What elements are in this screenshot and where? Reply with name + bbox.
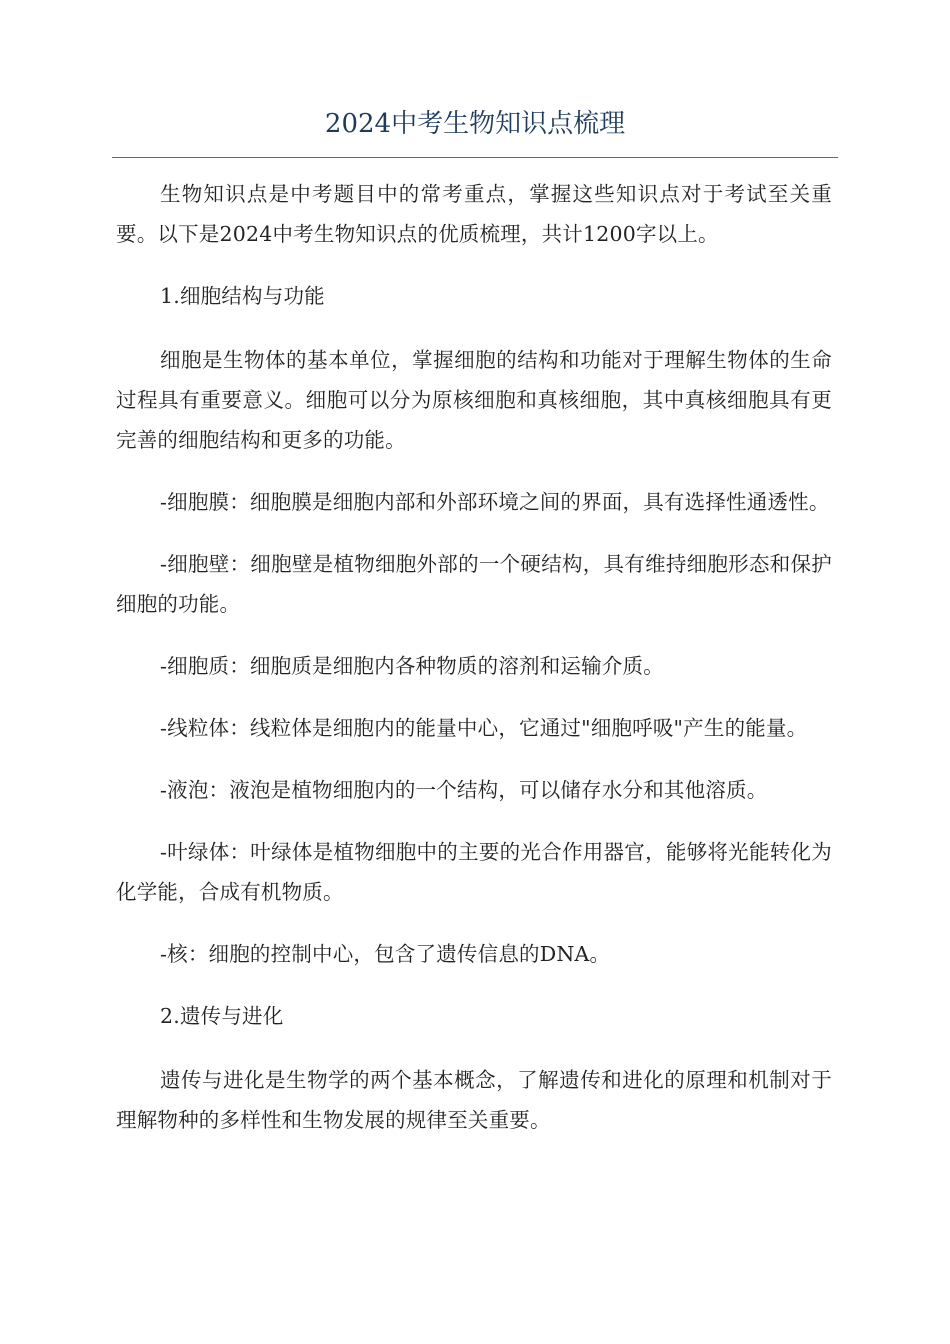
list-item-mitochondria: -线粒体：线粒体是细胞内的能量中心，它通过"细胞呼吸"产生的能量。 xyxy=(160,716,808,740)
section-heading-heredity-evolution: 2.遗传与进化 xyxy=(160,1004,284,1028)
title-divider xyxy=(112,157,838,158)
list-item-cell-membrane: -细胞膜：细胞膜是细胞内部和外部环境之间的界面，具有选择性通透性。 xyxy=(160,490,830,514)
list-item-vacuole: -液泡：液泡是植物细胞内的一个结构，可以储存水分和其他溶质。 xyxy=(160,778,768,802)
section-heading-cell-structure: 1.细胞结构与功能 xyxy=(160,284,325,308)
list-item-nucleus: -核：细胞的控制中心，包含了遗传信息的DNA。 xyxy=(160,942,611,966)
list-item-cell-wall: -细胞壁：细胞壁是植物细胞外部的一个硬结构，具有维持细胞形态和保护细胞的功能。 xyxy=(116,552,832,616)
cell-overview-paragraph: 细胞是生物体的基本单位，掌握细胞的结构和功能对于理解生物体的生命过程具有重要意义。细胞可以分为原核细胞和真核细胞，其中真核细胞具有更完善的细胞结构和更多的功能。 xyxy=(116,348,832,452)
intro-paragraph: 生物知识点是中考题目中的常考重点，掌握这些知识点对于考试至关重要。以下是2024中考生物知识点的优质梳理，共计1200字以上。 xyxy=(116,182,832,246)
list-item-cytoplasm: -细胞质：细胞质是细胞内各种物质的溶剂和运输介质。 xyxy=(160,654,664,678)
heredity-overview-paragraph: 遗传与进化是生物学的两个基本概念，了解遗传和进化的原理和机制对于理解物种的多样性和生物发展的规律至关重要。 xyxy=(116,1068,832,1132)
document-title: 2024中考生物知识点梳理 xyxy=(324,109,626,139)
document-body xyxy=(116,174,832,1162)
list-item-chloroplast: -叶绿体：叶绿体是植物细胞中的主要的光合作用器官，能够将光能转化为化学能，合成有机物质。 xyxy=(116,840,832,904)
